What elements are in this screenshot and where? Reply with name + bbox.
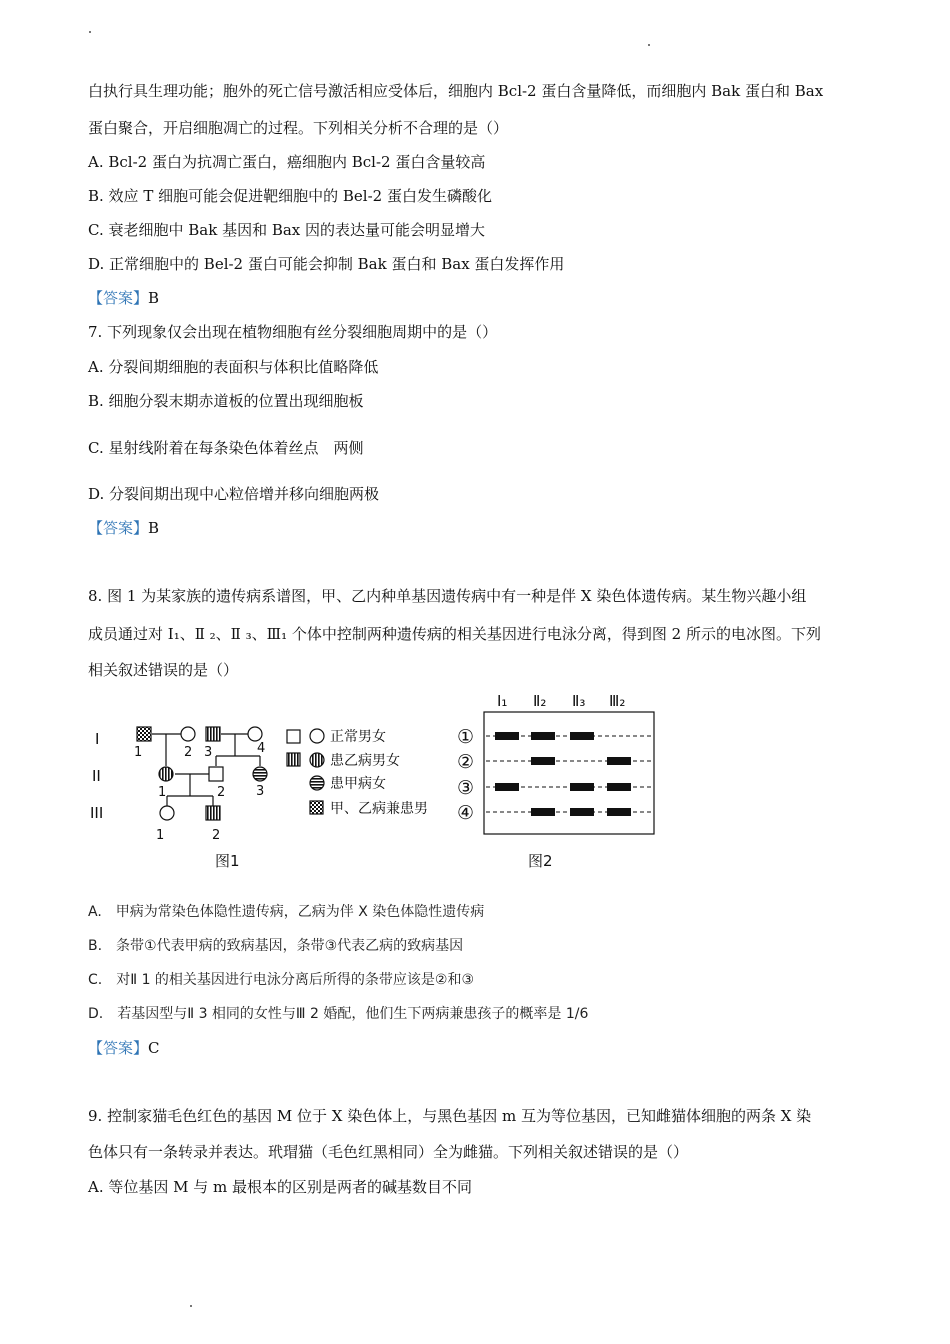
gen1-id-2: 2: [184, 745, 193, 760]
legend-disease-b-female-symbol: [310, 753, 324, 767]
legend-disease-b-male-symbol: [287, 753, 300, 766]
answer-value: C: [148, 1039, 160, 1057]
q8-figures: [0, 688, 950, 878]
individual-I3-disease-b-male: [206, 727, 220, 741]
q7-option-b: B. 细胞分裂末期赤道板的位置出现细胞板: [88, 392, 364, 410]
gen2-id-1: 1: [158, 785, 167, 800]
legend-both-diseases: 甲、乙病兼患男: [330, 801, 428, 817]
legend-normal-male-symbol: [287, 730, 300, 743]
gel-band: [570, 808, 594, 816]
legend-normal: 正常男女: [330, 729, 386, 745]
gen1-id-3: 3: [204, 745, 213, 760]
gel-band: [570, 783, 594, 791]
gen3-id-2: 2: [212, 828, 221, 843]
individual-I4-normal-female: [248, 727, 262, 741]
legend-disease-a-female-symbol: [310, 776, 324, 790]
q7-answer: [88, 518, 159, 538]
page-speck: [648, 44, 650, 46]
gen3-id-1: 1: [156, 828, 165, 843]
answer-tag: 【答案】: [88, 289, 149, 307]
individual-I2-normal-female: [181, 727, 195, 741]
q6-line1: 白执行具生理功能；胞外的死亡信号激活相应受体后，细胞内 Bcl-2 蛋白含量降低，而细胞内 Bak 蛋白和 Bax: [88, 82, 824, 100]
q9-line1: 9. 控制家猫毛色红色的基因 M 位于 X 染色体上，与黑色基因 m 互为等位基因，已知雌猫体细胞的两条 X 染: [88, 1107, 812, 1125]
legend-disease-b: 患乙病男女: [330, 753, 400, 769]
generation-label-2: II: [92, 767, 101, 785]
gel-row-label: ①: [457, 726, 475, 748]
gel-band: [570, 732, 594, 740]
q9-option-a: A. 等位基因 M 与 m 最根本的区别是两者的碱基数目不同: [88, 1178, 473, 1196]
legend-disease-a: 患甲病女: [330, 776, 386, 792]
generation-label-1: I: [95, 730, 100, 748]
pedigree-figure: [90, 727, 428, 870]
gel-band: [495, 783, 519, 791]
individual-III2-disease-b-male: [206, 806, 220, 820]
gel-band: [607, 808, 631, 816]
gen1-id-4: 4: [257, 741, 266, 756]
individual-II3-disease-a-female: [253, 767, 267, 781]
gen2-id-3: 3: [256, 784, 265, 799]
q8-option-d: D. 若基因型与Ⅱ 3 相同的女性与Ⅲ 2 婚配，他们生下两病兼患孩子的概率是 1/6: [88, 1006, 589, 1022]
q8-option-c: C. 对Ⅱ 1 的相关基因进行电泳分离后所得的条带应该是②和③: [88, 972, 475, 988]
individual-I1-both-diseases-male: [137, 727, 151, 741]
gel-column-label: Ⅱ₃: [572, 692, 586, 710]
q6-option-c: C. 衰老细胞中 Bak 基因和 Bax 因的表达量可能会明显增大: [88, 221, 486, 239]
q7-option-d: D. 分裂间期出现中心粒倍增并移向细胞两极: [88, 485, 380, 503]
q6-option-b: B. 效应 T 细胞可能会促进靶细胞中的 Bel-2 蛋白发生磷酸化: [88, 187, 492, 205]
gel-band: [531, 732, 555, 740]
legend-normal-female-symbol: [310, 729, 324, 743]
gel-band: [531, 757, 555, 765]
gel-column-label: Ⅱ₂: [533, 692, 547, 710]
q9-line2: 色体只有一条转录并表达。玳瑁猫（毛色红黑相同）全为雌猫。下列相关叙述错误的是（）: [88, 1143, 689, 1161]
gen2-id-2: 2: [217, 785, 226, 800]
legend-both-diseases-male-symbol: [310, 801, 323, 814]
figure1-caption: 图1: [215, 852, 240, 870]
individual-II2-normal-male: [209, 767, 223, 781]
q6-line2: 蛋白聚合，开启细胞凋亡的过程。下列相关分析不合理的是（）: [88, 119, 509, 137]
answer-tag: 【答案】: [88, 1039, 149, 1057]
answer-value: B: [148, 289, 160, 307]
answer-value: B: [148, 519, 160, 537]
q8-option-a: A. 甲病为常染色体隐性遗传病，乙病为伴 X 染色体隐性遗传病: [88, 904, 485, 920]
gel-column-label: Ⅲ₂: [609, 692, 626, 710]
gel-band: [607, 757, 631, 765]
electrophoresis-figure: [457, 692, 654, 870]
gel-row-label: ②: [457, 751, 475, 773]
q8-answer: [88, 1038, 160, 1058]
generation-label-3: III: [90, 804, 104, 822]
q7-option-c: C. 星射线附着在每条染色体着丝点 两侧: [88, 439, 364, 457]
gel-band: [495, 732, 519, 740]
gel-band: [531, 808, 555, 816]
q8-line2: 成员通过对 I₁、Ⅱ ₂、Ⅱ ₃、Ⅲ₁ 个体中控制两种遗传病的相关基因进行电泳分离，得到图 2 所示的电冰图。下列: [88, 625, 821, 643]
gel-column-label: Ⅰ₁: [497, 692, 508, 710]
gel-row-label: ③: [457, 777, 475, 799]
gen1-id-1: 1: [134, 745, 143, 760]
q7-stem: 7. 下列现象仅会出现在植物细胞有丝分裂细胞周期中的是（）: [88, 323, 498, 341]
figure2-caption: 图2: [528, 852, 553, 870]
gel-band: [607, 783, 631, 791]
gel-row-label: ④: [457, 802, 475, 824]
q7-option-a: A. 分裂间期细胞的表面积与体积比值略降低: [88, 358, 379, 376]
individual-III1-normal-female: [160, 806, 174, 820]
q6-option-a: A. Bcl-2 蛋白为抗凋亡蛋白，癌细胞内 Bcl-2 蛋白含量较高: [88, 153, 486, 171]
q8-line1: 8. 图 1 为某家族的遗传病系谱图，甲、乙内种单基因遗传病中有一种是伴 X 染色体遗传病。某生物兴趣小组: [88, 587, 807, 605]
individual-II1-disease-b-female: [159, 767, 173, 781]
q8-option-b: B. 条带①代表甲病的致病基因，条带③代表乙病的致病基因: [88, 938, 464, 954]
q6-option-d: D. 正常细胞中的 Bel-2 蛋白可能会抑制 Bak 蛋白和 Bax 蛋白发挥作用: [88, 255, 565, 273]
page-speck: [190, 1305, 192, 1307]
q6-answer: [88, 288, 159, 308]
page-speck: [89, 31, 91, 33]
q8-line3: 相关叙述错误的是（）: [88, 661, 239, 679]
answer-tag: 【答案】: [88, 519, 149, 537]
